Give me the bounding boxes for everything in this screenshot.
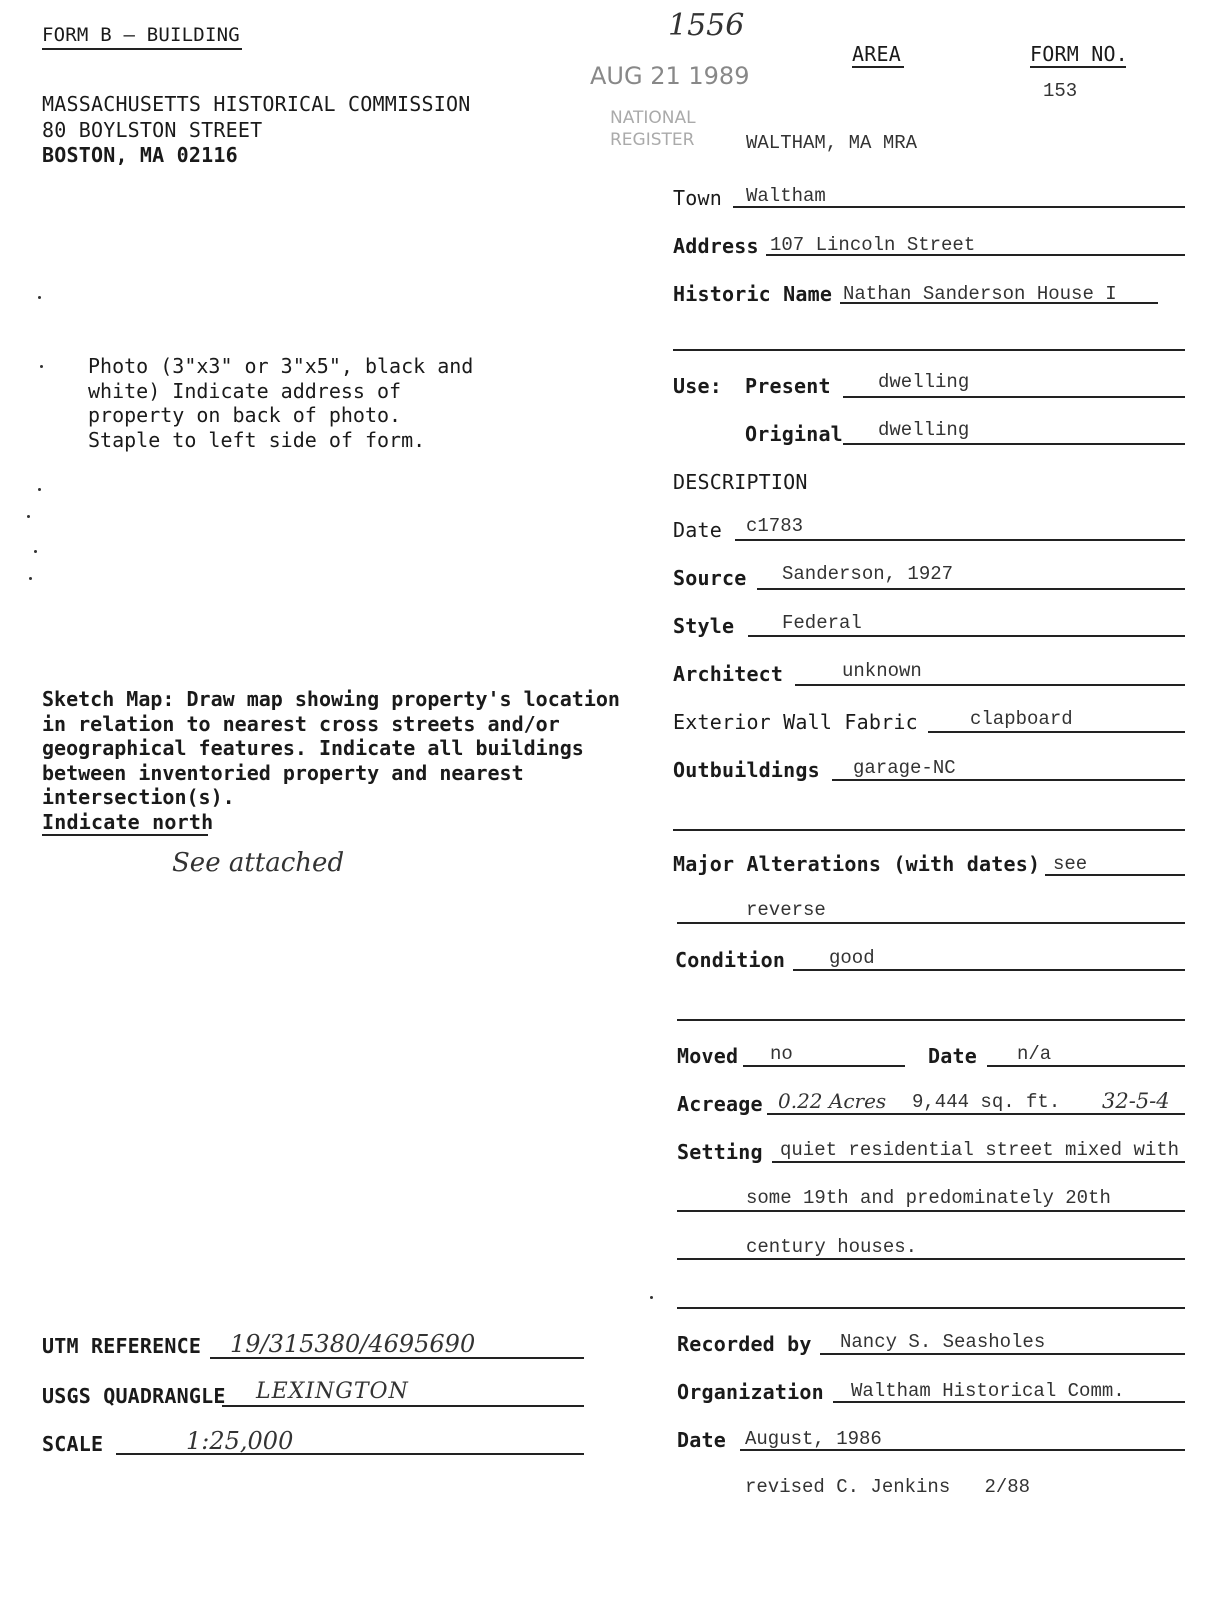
architect-value: unknown xyxy=(842,660,922,682)
use-present-value: dwelling xyxy=(878,371,970,393)
sketch-map-instructions: Sketch Map: Draw map showing property's location in relation to nearest cross streets and/or geographical features. Indicate all buildings between inventoried property and nearest intersection(s). xyxy=(42,687,620,809)
architect-label: Architect xyxy=(673,662,784,686)
major-alterations-value-2: reverse xyxy=(746,899,826,921)
outbuildings-label: Outbuildings xyxy=(673,758,820,782)
revised-note: revised C. Jenkins 2/88 xyxy=(745,1476,1031,1498)
setting-line-3: century houses. xyxy=(746,1236,918,1258)
register-stamp-line-2: REGISTER xyxy=(610,130,695,150)
architect-line xyxy=(795,684,1185,686)
moved-date-line xyxy=(987,1065,1185,1067)
moved-value: no xyxy=(770,1043,793,1065)
organization-value: Waltham Historical Comm. xyxy=(851,1380,1125,1402)
recorded-by-line xyxy=(820,1353,1185,1355)
moved-date-label: Date xyxy=(928,1044,977,1068)
source-line xyxy=(757,588,1185,590)
commission-line-2: 80 BOYLSTON STREET xyxy=(42,118,263,142)
moved-date-value: n/a xyxy=(1017,1043,1052,1065)
area-value: WALTHAM, MA MRA xyxy=(746,132,918,154)
register-stamp-line-1: NATIONAL xyxy=(610,108,696,128)
ext-wall-line xyxy=(928,731,1185,733)
scale-label: SCALE xyxy=(42,1432,104,1456)
commission-line-3: BOSTON, MA 02116 xyxy=(42,143,238,167)
setting-line-4-rule xyxy=(677,1307,1185,1309)
recorded-date-label: Date xyxy=(677,1428,726,1452)
outbuildings-line-2 xyxy=(673,829,1185,831)
form-type-title: FORM B – BUILDING xyxy=(42,24,240,46)
area-label: AREA xyxy=(852,42,901,66)
commission-line-1: MASSACHUSETTS HISTORICAL COMMISSION xyxy=(42,92,471,116)
scan-speck xyxy=(650,1296,653,1299)
see-attached-note: See attached xyxy=(172,848,345,878)
form-no-label: FORM NO. xyxy=(1030,42,1128,66)
major-alterations-line-2 xyxy=(677,922,1185,924)
source-value: Sanderson, 1927 xyxy=(782,563,954,585)
use-original-line xyxy=(843,443,1185,445)
recorded-date-value: August, 1986 xyxy=(745,1428,882,1450)
ext-wall-value: clapboard xyxy=(970,708,1073,730)
utm-reference-label: UTM REFERENCE xyxy=(42,1334,202,1358)
address-value: 107 Lincoln Street xyxy=(770,234,976,256)
setting-label: Setting xyxy=(677,1140,763,1164)
recorded-by-label: Recorded by xyxy=(677,1332,812,1356)
organization-label: Organization xyxy=(677,1380,824,1404)
setting-line-3-rule xyxy=(677,1258,1185,1260)
scan-speck xyxy=(40,365,43,368)
scan-speck xyxy=(38,296,41,299)
scan-speck xyxy=(34,550,37,553)
use-present-label: Present xyxy=(745,374,831,398)
usgs-quadrangle-line xyxy=(222,1405,584,1407)
setting-line-1: quiet residential street mixed with xyxy=(780,1139,1180,1161)
scan-speck xyxy=(29,577,32,580)
condition-label: Condition xyxy=(675,948,786,972)
acreage-parcel: 32-5-4 xyxy=(1102,1089,1170,1113)
use-original-value: dwelling xyxy=(878,419,970,441)
condition-line xyxy=(793,969,1185,971)
address-label: Address xyxy=(673,234,759,258)
major-alterations-value-1: see xyxy=(1053,853,1088,875)
setting-line-2: some 19th and predominately 20th xyxy=(746,1187,1111,1209)
usgs-quadrangle-label: USGS QUADRANGLE xyxy=(42,1384,226,1408)
utm-reference-value: 19/315380/4695690 xyxy=(230,1330,476,1358)
town-label: Town xyxy=(673,186,722,210)
indicate-north-underline xyxy=(42,834,208,836)
scale-value: 1:25,000 xyxy=(186,1427,294,1455)
scan-speck xyxy=(27,515,30,518)
form-no-value: 153 xyxy=(1043,80,1078,102)
moved-label: Moved xyxy=(677,1044,739,1068)
acreage-label: Acreage xyxy=(677,1092,763,1116)
use-present-line xyxy=(843,396,1185,398)
form-no-underline xyxy=(1030,66,1126,68)
historic-name-value: Nathan Sanderson House I xyxy=(843,283,1117,305)
received-date-stamp: AUG 21 1989 xyxy=(590,62,750,90)
major-alterations-label: Major Alterations (with dates) xyxy=(673,852,1041,876)
style-line xyxy=(748,635,1185,637)
date-value: c1783 xyxy=(746,515,804,537)
usgs-quadrangle-value: LEXINGTON xyxy=(256,1379,409,1404)
condition-value: good xyxy=(829,947,875,969)
area-underline xyxy=(852,66,904,68)
town-value: Waltham xyxy=(746,185,826,207)
date-label: Date xyxy=(673,518,722,542)
photo-instructions: Photo (3"x3" or 3"x5", black and white) Indicate address of property on back of photo. Staple to left side of form. xyxy=(88,354,474,452)
description-heading: DESCRIPTION xyxy=(673,470,808,494)
handwritten-number: 1556 xyxy=(668,8,745,43)
ext-wall-label: Exterior Wall Fabric xyxy=(673,710,918,734)
acreage-typed: 9,444 sq. ft. xyxy=(912,1091,1061,1113)
style-label: Style xyxy=(673,614,735,638)
setting-line-2-rule xyxy=(677,1210,1185,1212)
historic-name-label: Historic Name xyxy=(673,282,833,306)
source-label: Source xyxy=(673,566,747,590)
scan-speck xyxy=(38,488,41,491)
historic-name-line-2 xyxy=(673,349,1185,351)
style-value: Federal xyxy=(782,612,862,634)
moved-line xyxy=(743,1065,905,1067)
recorded-by-value: Nancy S. Seasholes xyxy=(840,1331,1046,1353)
acreage-line xyxy=(767,1113,1185,1115)
setting-line xyxy=(772,1161,1185,1163)
form-type-underline xyxy=(42,48,242,50)
outbuildings-value: garage-NC xyxy=(853,757,956,779)
outbuildings-line xyxy=(832,779,1185,781)
use-original-label: Original xyxy=(745,422,843,446)
condition-line-2 xyxy=(677,1019,1185,1021)
date-line xyxy=(735,539,1185,541)
use-label: Use: xyxy=(673,374,722,398)
indicate-north-label: Indicate north xyxy=(42,810,214,834)
acreage-handwritten: 0.22 Acres xyxy=(778,1089,887,1113)
